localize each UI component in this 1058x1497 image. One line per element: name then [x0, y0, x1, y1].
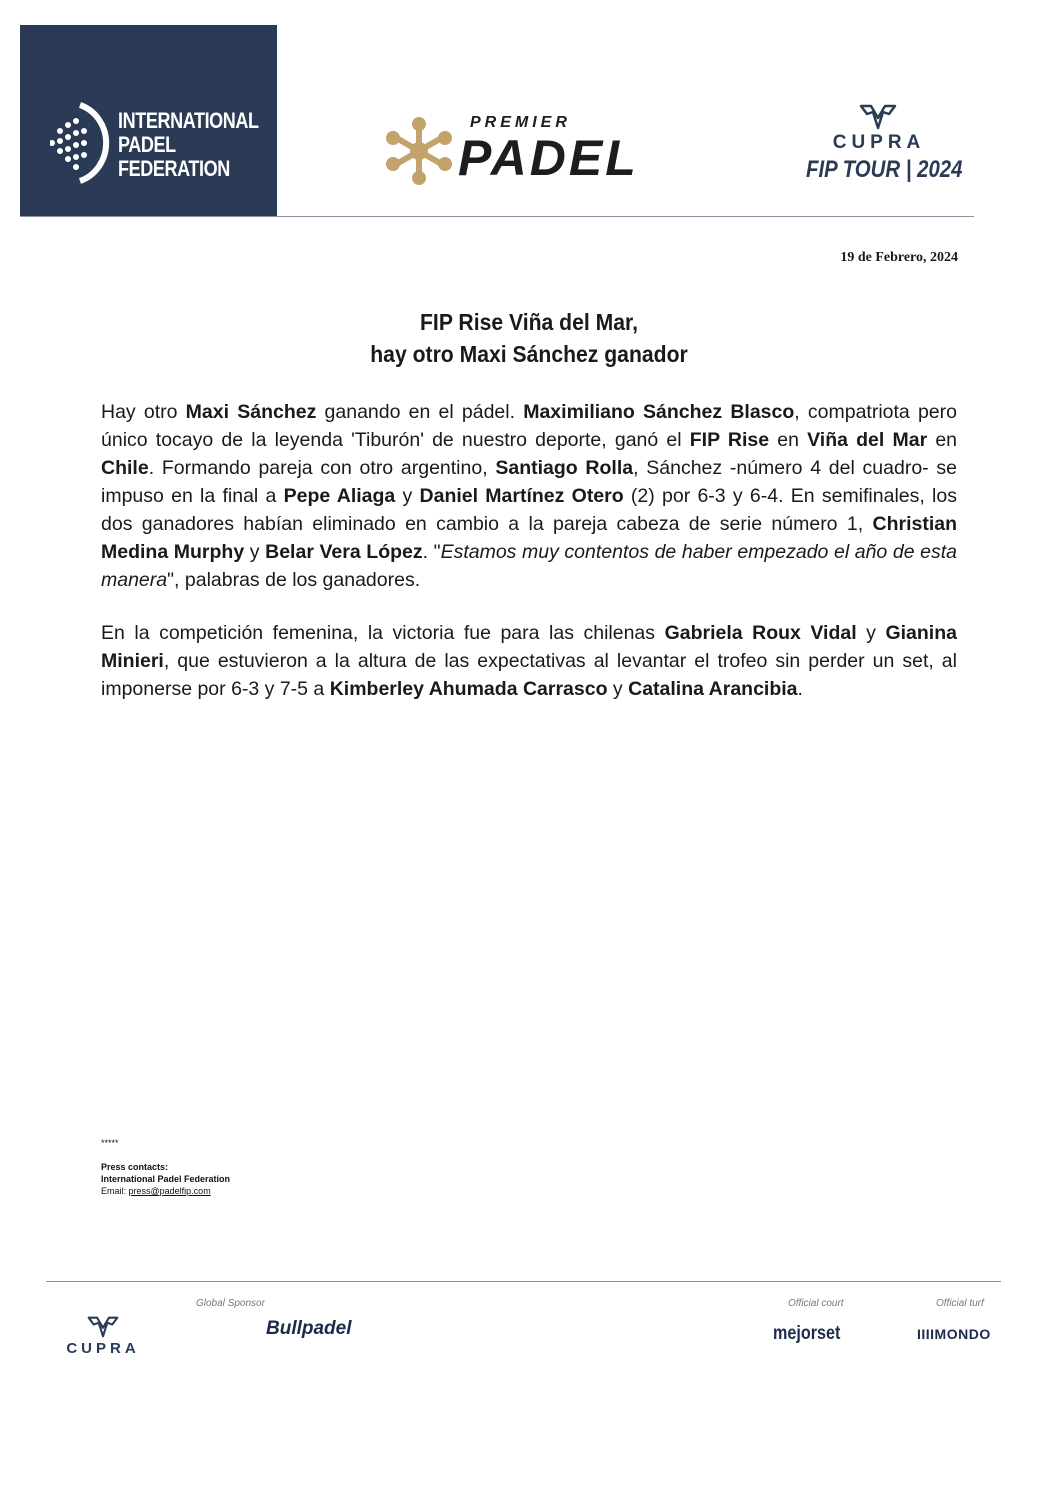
ipf-wordmark — [118, 109, 259, 181]
text-run: . Formando pareja con otro argentino, — [148, 457, 496, 479]
title-line-2: hay otro Maxi Sánchez ganador — [370, 341, 688, 367]
text-run: Pepe Aliaga — [283, 485, 396, 507]
paragraph-2 — [101, 619, 957, 703]
text-run: , que estuvieron a la altura de las expectativas al levantar el trofeo sin perder un set, al imponerse por 6-3 y 7-5 a — [101, 650, 957, 700]
text-run: Belar Vera López — [265, 541, 423, 563]
text-run: Estamos muy contentos de haber empezado el año de esta manera — [101, 541, 958, 591]
text-run: (2) por 6-3 y 6-4. En semifinales, los dos ganadores habían eliminado en cambio a la pareja cabeza de serie número 1, — [101, 485, 957, 535]
text-run: . — [797, 678, 803, 700]
contacts-heading: Press contacts: — [101, 1162, 169, 1172]
article-title — [101, 306, 957, 370]
separator-stars: ***** — [101, 1138, 119, 1148]
ipf-line-3: FEDERATION — [118, 156, 230, 181]
text-run: ", palabras de los ganadores. — [167, 569, 421, 591]
cupra-emblem-icon — [87, 1316, 119, 1338]
text-run: Viña del Mar — [807, 429, 928, 451]
press-date: 19 de Febrero, 2024 — [840, 250, 958, 265]
bullpadel-logo: Bullpadel — [266, 1318, 352, 1339]
press-contacts — [101, 1137, 230, 1197]
official-court-label: Official court — [788, 1298, 844, 1309]
ipf-line-1: INTERNATIONAL — [118, 108, 259, 133]
text-run: en — [769, 429, 808, 451]
header-divider — [20, 216, 974, 217]
text-run: Hay otro — [101, 401, 186, 423]
mejorset-logo: mejorset — [773, 1323, 841, 1344]
premier-label: PREMIER — [470, 114, 571, 131]
text-run: FIP Rise — [689, 429, 770, 451]
fip-tour-2024: FIP TOUR | 2024 — [806, 156, 963, 183]
cupra-wordmark: CUPRA — [832, 132, 926, 153]
text-run: Santiago Rolla — [495, 457, 634, 479]
text-run: Maximiliano Sánchez Blasco — [523, 401, 795, 423]
text-run: en — [927, 429, 958, 451]
ipf-header-block — [20, 25, 277, 217]
text-run: Maxi Sánchez — [185, 401, 317, 423]
padel-wordmark: PADEL — [458, 130, 639, 186]
ipf-line-2: PADEL — [118, 132, 176, 157]
text-run: Catalina Arancibia — [628, 678, 798, 700]
article-body — [101, 398, 957, 728]
text-run: Gianina Minieri — [101, 622, 957, 672]
text-run: . " — [422, 541, 441, 563]
paragraph-1 — [101, 398, 957, 594]
footer-divider — [46, 1281, 1001, 1282]
mondo-logo: IIIIMONDO — [917, 1326, 991, 1342]
text-run: Gabriela Roux Vidal — [664, 622, 857, 644]
text-run: y — [856, 622, 886, 644]
text-run: Daniel Martínez Otero — [419, 485, 624, 507]
official-turf-label: Official turf — [936, 1298, 984, 1309]
text-run: y — [395, 485, 420, 507]
cupra-emblem-icon — [859, 104, 897, 130]
ipf-racket-icon — [50, 101, 110, 185]
title-line-1: FIP Rise Viña del Mar, — [420, 309, 638, 335]
email-label: Email: — [101, 1186, 129, 1196]
text-run: , compatriota pero único tocayo de la leyenda 'Tiburón' de nuestro deporte, ganó el — [101, 401, 957, 451]
footer-cupra-wordmark: CUPRA — [66, 1340, 140, 1357]
global-sponsor-label: Global Sponsor — [196, 1298, 265, 1309]
text-run: y — [607, 678, 629, 700]
text-run: En la competición femenina, la victoria fue para las chilenas — [101, 622, 665, 644]
premier-padel-flower-icon — [384, 116, 454, 186]
contacts-org: International Padel Federation — [101, 1174, 231, 1184]
text-run: ganando en el pádel. — [316, 401, 524, 423]
text-run: Kimberley Ahumada Carrasco — [329, 678, 608, 700]
footer-cupra-logo — [46, 1316, 160, 1356]
text-run: Christian Medina Murphy — [101, 513, 957, 563]
text-run: , Sánchez -número 4 del cuadro- se impuso en la final a — [101, 457, 957, 507]
text-run: y — [244, 541, 266, 563]
text-run: Chile — [101, 457, 149, 479]
email-link[interactable]: press@padelfip.com — [128, 1186, 211, 1196]
cupra-fip-tour-logo — [804, 104, 963, 188]
